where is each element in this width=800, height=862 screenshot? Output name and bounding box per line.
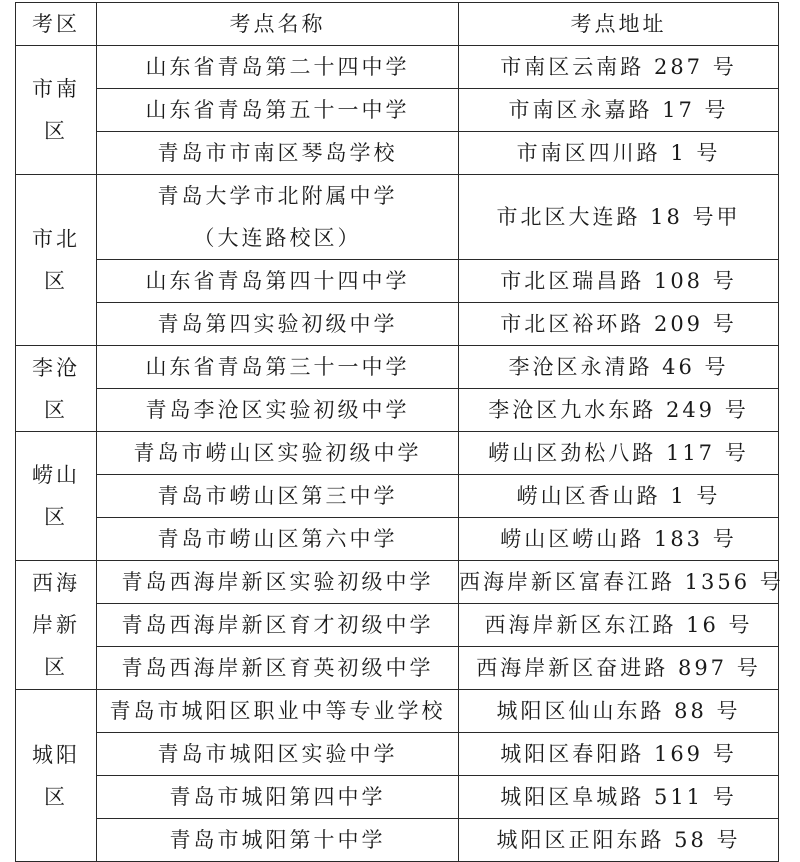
table-row <box>16 776 779 819</box>
site-name: 青岛李沧区实验初级中学 <box>97 389 459 432</box>
district-label-line: 崂山 <box>32 463 80 487</box>
site-name: 青岛西海岸新区实验初级中学 <box>97 561 459 604</box>
table-row <box>16 733 779 776</box>
site-name: 山东省青岛第二十四中学 <box>97 46 459 89</box>
table-row <box>16 561 779 604</box>
table-row <box>16 260 779 303</box>
table-row <box>16 303 779 346</box>
site-name: 青岛市城阳区职业中等专业学校 <box>97 690 459 733</box>
site-address: 西海岸新区东江路 16 号 <box>459 604 779 647</box>
district-cell-laoshan <box>16 432 97 561</box>
district-label-line: 区 <box>44 505 68 529</box>
site-name <box>97 175 459 260</box>
district-label-line: 区 <box>44 397 68 422</box>
header-district: 考区 <box>16 3 97 46</box>
site-address: 西海岸新区富春江路 1356 号 <box>459 561 779 604</box>
site-name: 青岛市城阳区实验中学 <box>97 733 459 776</box>
district-label-line: 区 <box>44 269 68 293</box>
table-row <box>16 175 779 260</box>
district-label-line: 区 <box>44 655 68 679</box>
site-address: 城阳区正阳东路 58 号 <box>459 819 779 862</box>
district-cell-shinan <box>16 46 97 175</box>
site-name: 青岛市崂山区第六中学 <box>97 518 459 561</box>
site-name: 青岛市崂山区实验初级中学 <box>97 432 459 475</box>
table-row <box>16 89 779 132</box>
site-address: 市北区大连路 18 号甲 <box>459 175 779 260</box>
site-address: 西海岸新区奋进路 897 号 <box>459 647 779 690</box>
exam-site-table <box>15 2 784 862</box>
district-label-line: 西海 <box>32 571 80 595</box>
district-label-line: 区 <box>44 119 68 143</box>
table-row <box>16 46 779 89</box>
site-address: 崂山区崂山路 183 号 <box>459 518 779 561</box>
table-row <box>16 132 779 175</box>
site-address: 崂山区劲松八路 117 号 <box>459 432 779 475</box>
site-name-line: 青岛大学市北附属中学 <box>157 184 398 208</box>
district-label-line: 市南 <box>32 77 80 101</box>
district-cell-xihaian <box>16 561 97 690</box>
table-row <box>16 475 779 518</box>
site-name: 青岛市城阳第四中学 <box>97 776 459 819</box>
site-name: 青岛西海岸新区育才初级中学 <box>97 604 459 647</box>
site-name: 青岛西海岸新区育英初级中学 <box>97 647 459 690</box>
table-row <box>16 604 779 647</box>
table-row <box>16 647 779 690</box>
site-address: 市南区云南路 287 号 <box>459 46 779 89</box>
site-address: 崂山区香山路 1 号 <box>459 475 779 518</box>
table-row <box>16 690 779 733</box>
site-address: 城阳区春阳路 169 号 <box>459 733 779 776</box>
table-row <box>16 389 779 432</box>
site-address: 城阳区阜城路 511 号 <box>459 776 779 819</box>
site-name: 山东省青岛第五十一中学 <box>97 89 459 132</box>
site-name: 山东省青岛第三十一中学 <box>97 346 459 389</box>
site-address: 城阳区仙山东路 88 号 <box>459 690 779 733</box>
site-name: 青岛市崂山区第三中学 <box>97 475 459 518</box>
header-site-address: 考点地址 <box>459 3 779 46</box>
district-label-line: 区 <box>44 784 68 809</box>
site-address: 市北区裕环路 209 号 <box>459 303 779 346</box>
district-label-line: 岸新 <box>32 613 80 637</box>
table-row <box>16 346 779 389</box>
district-cell-licang <box>16 346 97 432</box>
table-row <box>16 432 779 475</box>
district-cell-shibei <box>16 175 97 346</box>
site-name: 青岛市市南区琴岛学校 <box>97 132 459 175</box>
site-name: 青岛第四实验初级中学 <box>97 303 459 346</box>
site-address: 李沧区永清路 46 号 <box>459 346 779 389</box>
district-label-line: 城阳 <box>32 742 80 767</box>
district-cell-chengyang <box>16 690 97 862</box>
site-name: 山东省青岛第四十四中学 <box>97 260 459 303</box>
header-site-name: 考点名称 <box>97 3 459 46</box>
site-address: 市南区永嘉路 17 号 <box>459 89 779 132</box>
table-row <box>16 518 779 561</box>
district-label-line: 李沧 <box>32 355 80 380</box>
site-address: 李沧区九水东路 249 号 <box>459 389 779 432</box>
header-row <box>16 3 779 46</box>
district-label-line: 市北 <box>32 227 80 251</box>
table-row <box>16 819 779 862</box>
site-name-line: （大连路校区） <box>193 226 362 250</box>
site-name: 青岛市城阳第十中学 <box>97 819 459 862</box>
site-address: 市北区瑞昌路 108 号 <box>459 260 779 303</box>
site-address: 市南区四川路 1 号 <box>459 132 779 175</box>
